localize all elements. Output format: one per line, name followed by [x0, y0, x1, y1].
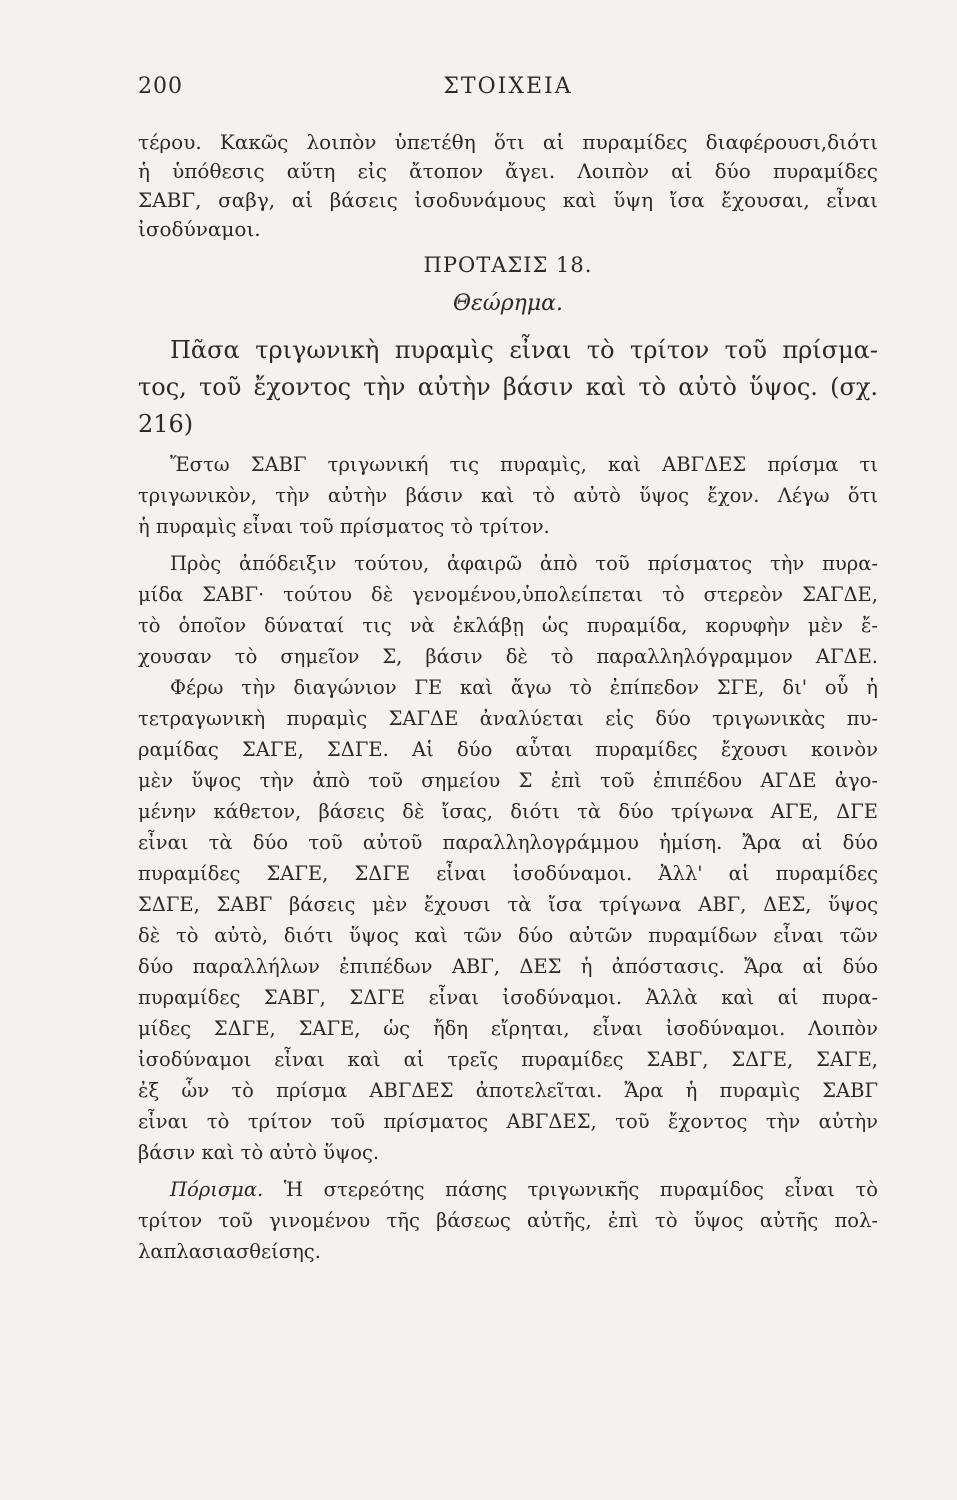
text-line: Πρὸς ἀπόδειξιν τούτου, ἀφαιρῶ ἀπὸ τοῦ πρίσματος τὴν πυρα-	[170, 552, 878, 575]
text-line	[138, 1174, 878, 1205]
text-line: δὲ τὸ αὐτὸ, διότι ὕψος καὶ τῶν δύο αὐτῶν πυραμίδων εἶναι τῶν	[138, 924, 878, 947]
text-line: ἡ πυραμὶς εἶναι τοῦ πρίσματος τὸ τρίτον.	[138, 515, 550, 538]
corollary-first-line: Ἡ στερεότης πάσης τριγωνικῆς πυραμίδος εἶναι τὸ	[283, 1178, 878, 1201]
text-line: πυραμίδες ΣΑΒΓ, ΣΔΓΕ εἶναι ἰσοδύναμοι. Ἀλλὰ καὶ αἱ πυρα-	[138, 986, 878, 1009]
text-line: μίδα ΣΑΒΓ· τούτου δὲ γενομένου,ὑπολείπεται τὸ στερεὸν ΣΑΓΔΕ,	[138, 583, 878, 606]
text-line: βάσιν καὶ τὸ αὐτὸ ὕψος.	[138, 1141, 380, 1164]
text-line: εἶναι τὸ τρίτον τοῦ πρίσματος ΑΒΓΔΕΣ, τοῦ ἔχοντος τὴν αὐτὴν	[138, 1110, 878, 1133]
corollary-paragraph	[138, 1174, 878, 1267]
text-line: λαπλασιασθείσης.	[138, 1240, 321, 1263]
text-line: μένην κάθετον, βάσεις δὲ ἴσας, διότι τὰ δύο τρίγωνα ΑΓΕ, ΔΓΕ	[138, 800, 878, 823]
text-line: τὸ ὁποῖον δύναταί τις νὰ ἐκλάβῃ ὡς πυραμίδα, κορυφὴν μὲν ἔ-	[138, 614, 878, 637]
text-line: ραμίδας ΣΑΓΕ, ΣΔΓΕ. Αἱ δύο αὗται πυραμίδες ἔχουσι κοινὸν	[138, 738, 878, 761]
theorem-statement	[138, 332, 878, 443]
text-line: τρίτον τοῦ γινομένου τῆς βάσεως αὐτῆς, ἐπὶ τὸ ὕψος αὐτῆς πολ-	[138, 1209, 878, 1232]
proof-paragraph	[138, 548, 878, 1168]
text-line: 216)	[138, 410, 194, 438]
theorem-label: Θεώρημα.	[452, 291, 564, 316]
page-header	[138, 74, 878, 110]
proposition-title: ΠΡΟΤΑΣΙΣ 18.	[423, 253, 593, 277]
text-line: τετραγωνικὴ πυραμὶς ΣΑΓΔΕ ἀναλύεται εἰς δύο τριγωνικὰς πυ-	[138, 707, 878, 730]
text-line: τος, τοῦ ἔχοντος τὴν αὐτὴν βάσιν καὶ τὸ αὐτὸ ὕψος. (σχ.	[138, 373, 878, 401]
text-line: ἰσοδύναμοι εἶναι καὶ αἱ τρεῖς πυραμίδες ΣΑΒΓ, ΣΔΓΕ, ΣΑΓΕ,	[138, 1048, 878, 1071]
text-line: ἡ ὑπόθεσις αὕτη εἰς ἄτοπον ἄγει. Λοιπὸν αἱ δύο πυραμίδες	[138, 159, 878, 183]
text-line: ΣΔΓΕ, ΣΑΒΓ βάσεις μὲν ἔχουσι τὰ ἴσα τρίγωνα ΑΒΓ, ΔΕΣ, ὕψος	[138, 893, 878, 916]
text-line: χουσαν τὸ σημεῖον Σ, βάσιν δὲ τὸ παραλληλόγραμμον ΑΓΔΕ.	[138, 645, 878, 668]
text-line: εἶναι τὰ δύο τοῦ αὐτοῦ παραλληλογράμμου ἡμίση. Ἄρα αἱ δύο	[138, 831, 878, 854]
text-line: Ἔστω ΣΑΒΓ τριγωνική τις πυραμὶς, καὶ ΑΒΓΔΕΣ πρίσμα τι	[170, 453, 878, 476]
setup-paragraph	[138, 449, 878, 542]
text-line: δύο παραλλήλων ἐπιπέδων ΑΒΓ, ΔΕΣ ἡ ἀπόστασις. Ἄρα αἱ δύο	[138, 955, 878, 978]
running-title: ΣΤΟΙΧΕΙΑ	[443, 74, 573, 99]
opening-paragraph	[138, 128, 878, 244]
corollary-label: Πόρισμα.	[170, 1178, 264, 1201]
text-line: τέρου. Κακῶς λοιπὸν ὑπετέθη ὅτι αἱ πυραμίδες διαφέρουσι,διότι	[138, 130, 878, 154]
text-line: Φέρω τὴν διαγώνιον ΓΕ καὶ ἄγω τὸ ἐπίπεδον ΣΓΕ, δι' οὗ ἡ	[170, 676, 878, 699]
text-line: ΣΑΒΓ, σαβγ, αἱ βάσεις ἰσοδυνάμους καὶ ὕψη ἴσα ἔχουσαι, εἶναι	[138, 188, 878, 212]
page-body	[138, 128, 878, 1267]
page-number: 200	[138, 74, 183, 99]
text-line: πυραμίδες ΣΑΓΕ, ΣΔΓΕ εἶναι ἰσοδύναμοι. Ἀλλ' αἱ πυραμίδες	[138, 862, 878, 885]
text-line: μὲν ὕψος τὴν ἀπὸ τοῦ σημείου Σ ἐπὶ τοῦ ἐπιπέδου ΑΓΔΕ ἀγο-	[138, 769, 878, 792]
text-line: μίδες ΣΔΓΕ, ΣΑΓΕ, ὡς ἤδη εἴρηται, εἶναι ἰσοδύναμοι. Λοιπὸν	[138, 1017, 878, 1040]
text-line: ἐξ ὧν τὸ πρίσμα ΑΒΓΔΕΣ ἀποτελεῖται. Ἄρα ἡ πυραμὶς ΣΑΒΓ	[138, 1079, 878, 1102]
text-line: τριγωνικὸν, τὴν αὐτὴν βάσιν καὶ τὸ αὐτὸ ὕψος ἔχον. Λέγω ὅτι	[138, 484, 878, 507]
text-line: Πᾶσα τριγωνικὴ πυραμὶς εἶναι τὸ τρίτον τοῦ πρίσμα-	[170, 336, 878, 364]
text-line: ἰσοδύναμοι.	[138, 217, 261, 241]
